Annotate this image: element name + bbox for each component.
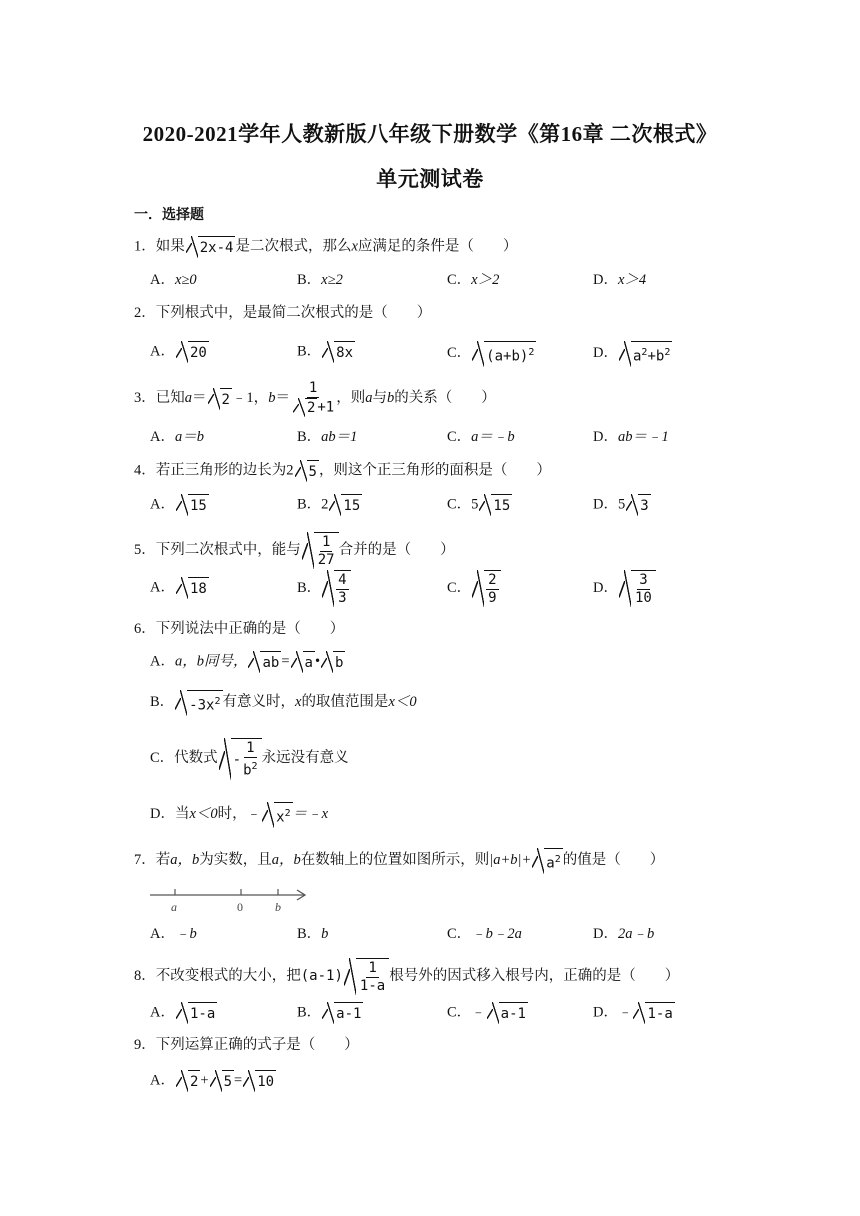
q2-option-c[interactable]: C． $(a+b)^2$: [447, 341, 536, 367]
q3-option-a[interactable]: A．a＝b: [150, 429, 204, 445]
question-7: 7．若a，b为实数，且a，b在数轴上的位置如图所示，则$|a+b|+ a^2$ 的值是（ ）: [134, 848, 664, 874]
q2-option-d[interactable]: D． $a^2+b^2$: [593, 341, 672, 367]
question-1: 1．如果 2x-4 是二次根式，那么x应满足的条件是（ ）: [134, 236, 517, 258]
q1-option-a[interactable]: A．x≥0: [150, 272, 197, 288]
label-zero: 0: [237, 900, 243, 914]
q7-option-b[interactable]: B．b: [297, 926, 329, 942]
q4-option-c[interactable]: C．5 15: [447, 494, 512, 516]
q5-option-c[interactable]: C． $\frac{2}{9}$: [447, 570, 501, 607]
q6-option-b[interactable]: B． $-3x^2$ 有意义时，x的取值范围是x＜0: [150, 690, 417, 716]
q6-option-c[interactable]: C．代数式 - $\frac{1}{b^2}$ 永远没有意义: [150, 740, 349, 779]
label-a: a: [171, 900, 177, 914]
question-5: 5．下列二次根式中，能与 $\frac{1}{27}$ 合并的是（ ）: [134, 534, 455, 568]
q6-option-d[interactable]: D．当x＜0时，﹣ $x^2$ ＝﹣x: [150, 802, 328, 828]
q1-option-c[interactable]: C．x＞2: [447, 272, 500, 288]
q1-option-d[interactable]: D．x＞4: [593, 272, 647, 288]
q4-option-a[interactable]: A． 15: [150, 494, 209, 516]
q3-option-d[interactable]: D．ab＝﹣1: [593, 429, 669, 445]
q3-option-c[interactable]: C．a＝﹣b: [447, 429, 515, 445]
page-title: 2020-2021学年人教新版八年级下册数学《第16章 二次根式》: [142, 122, 718, 146]
q8-option-d[interactable]: D．﹣ 1-a: [593, 1002, 675, 1024]
q6-option-a[interactable]: A．a，b同号， ab = a • b: [150, 651, 345, 673]
label-b: b: [275, 900, 281, 914]
question-2: 2．下列根式中，是最简二次根式的是（ ）: [134, 305, 432, 321]
q7-option-a[interactable]: A．﹣b: [150, 926, 197, 942]
q1-option-b[interactable]: B．x≥2: [297, 272, 343, 288]
page-subtitle: 单元测试卷: [376, 167, 484, 191]
question-9: 9．下列运算正确的式子是（ ）: [134, 1037, 359, 1053]
q2-option-a[interactable]: A． 20: [150, 341, 209, 363]
q4-option-b[interactable]: B．2 15: [297, 494, 362, 516]
question-4: 4．若正三角形的边长为2 5 ，则这个正三角形的面积是（ ）: [134, 460, 551, 482]
q7-option-d[interactable]: D．2a﹣b: [593, 926, 655, 942]
q5-option-a[interactable]: A． 18: [150, 577, 209, 599]
question-8: 8．不改变根式的大小，把(a-1) $\frac{1}{1-a}$ 根号外的因式移入根号内，正确的是（ ）: [134, 960, 680, 994]
q4-option-d[interactable]: D．5 3: [593, 494, 651, 516]
question-3: 3．已知a＝ 2 ﹣1，b＝ $\frac{1}{2 +1}$ ，则a与b的关系（ ）: [134, 380, 496, 416]
q3-option-b[interactable]: B．ab＝1: [297, 429, 358, 445]
question-6: 6．下列说法中正确的是（ ）: [134, 621, 345, 637]
q2-option-b[interactable]: B． 8x: [297, 341, 355, 363]
section-heading: 一．选择题: [134, 208, 204, 223]
q5-option-d[interactable]: D． $\frac{3}{10}$: [593, 570, 656, 607]
q8-option-b[interactable]: B． a-1: [297, 1002, 363, 1024]
q7-option-c[interactable]: C．﹣b﹣2a: [447, 926, 522, 942]
q9-option-a[interactable]: A． 2 + 5 = 10: [150, 1070, 276, 1092]
q8-option-c[interactable]: C．﹣ a-1: [447, 1002, 528, 1024]
q5-option-b[interactable]: B． $\frac{4}{3}$: [297, 570, 351, 607]
number-line-figure: [150, 884, 310, 914]
q8-option-a[interactable]: A． 1-a: [150, 1002, 217, 1024]
